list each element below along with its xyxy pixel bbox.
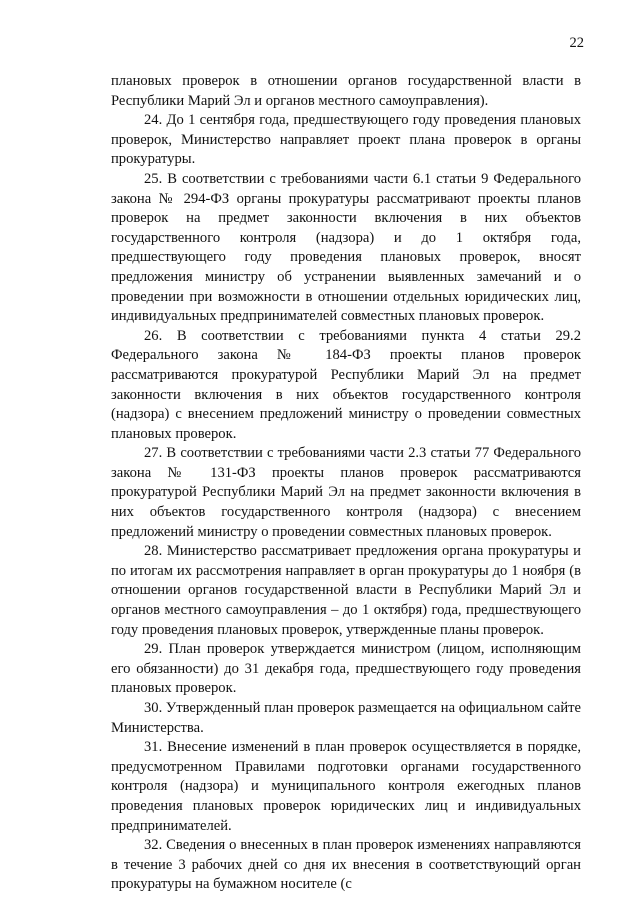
paragraph-29: 29. План проверок утверждается министром (лицом, исполняющим его обязанности) до 31 декабря года, предшествующего году проведения плановых проверок. (111, 641, 581, 697)
page-number: 22 (569, 35, 584, 51)
paragraph-28: 28. Министерство рассматривает предложения органа прокуратуры и по итогам их рассмотрения направляет в орган прокуратуры до 1 ноября (в отношении органов государственной власти в Республики Марий Эл и органов местного самоуправления – до 1 октября) года, предшествующего году проведения плановых проверок, утвержденные планы проверок. (111, 543, 581, 638)
paragraph-24: 24. До 1 сентября года, предшествующего году проведения плановых проверок, Министерство направляет проект плана проверок в органы прокуратуры. (111, 112, 581, 168)
paragraph-30: 30. Утвержденный план проверок размещается на официальном сайте Министерства. (111, 700, 581, 736)
paragraph-26: 26. В соответствии с требованиями пункта 4 статьи 29.2 Федерального закона № 184-ФЗ проекты планов проверок рассматриваются прокуратурой Республики Марий Эл на предмет законности включения в них объектов государственного контроля (надзора) с внесением предложений министру о проведении совместных плановых проверок. (111, 327, 581, 442)
paragraph-32: 32. Сведения о внесенных в план проверок изменениях направляются в течение 3 рабочих дней со дня их внесения в соответствующий орган прокуратуры на бумажном носителе (с (111, 837, 581, 893)
paragraph-continuation: плановых проверок в отношении органов государственной власти в Республики Марий Эл и органов местного самоуправления). (111, 73, 581, 109)
paragraph-27: 27. В соответствии с требованиями части 2.3 статьи 77 Федерального закона № 131-ФЗ проекты планов проверок рассматриваются прокуратурой Республики Марий Эл на предмет законности включения в них объектов государственного контроля (надзора) с внесением предложений министру о проведении совместных плановых проверок. (111, 445, 581, 540)
paragraph-31: 31. Внесение изменений в план проверок осуществляется в порядке, предусмотренном Правилами подготовки органами государственного контроля (надзора) и муниципального контроля ежегодных планов проведения плановых проверок юридических лиц и индивидуальных предпринимателей. (111, 739, 581, 834)
document-body (111, 72, 581, 895)
paragraph-25: 25. В соответствии с требованиями части 6.1 статьи 9 Федерального закона № 294-ФЗ органы прокуратуры рассматривают проекты планов проверок на предмет законности включения в них объектов государственного контроля (надзора) и до 1 октября года, предшествующего году проведения плановых проверок, вносят предложения министру об устранении выявленных замечаний и о проведении при возможности в отношении отдельных юридических лиц, индивидуальных предпринимателей совместных плановых проверок. (111, 170, 581, 325)
